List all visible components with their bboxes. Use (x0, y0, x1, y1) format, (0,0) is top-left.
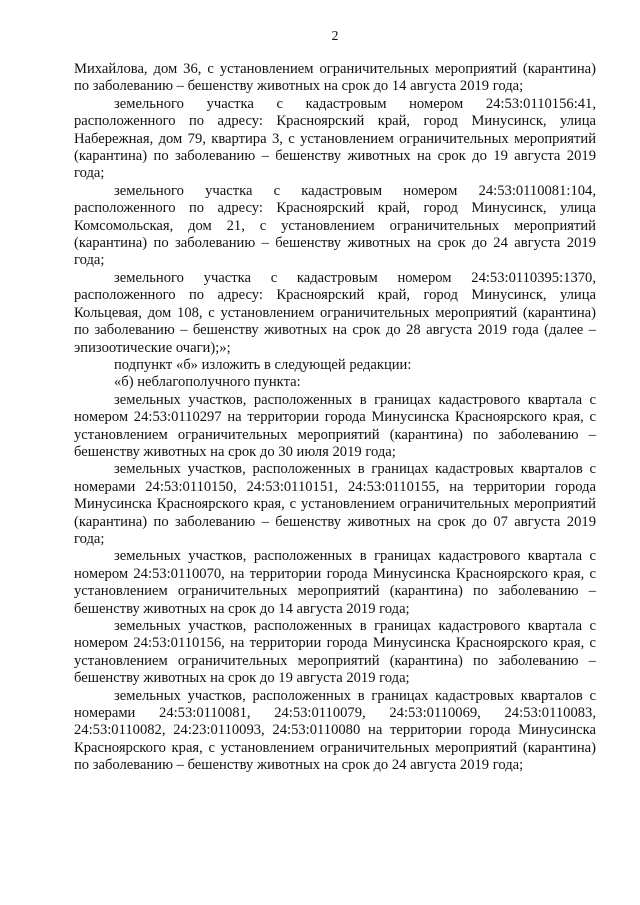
paragraph-quarters-0110081: земельных участков, расположенных в границах кадастровых кварталов с номерами 24:53:0110081, 24:53:0110079, 24:53:0110069, 24:53:0110083, 24:53:0110082, 24:23:0110093, 24:53:0110080 на территории города Минусинска Красноярского края, с установлением ограничительных мероприятий (карантина) по заболеванию – бешенству животных на срок до 24 августа 2019 года; (74, 687, 596, 774)
document-body (74, 61, 596, 775)
paragraph-land-plot-1370: земельного участка с кадастровым номером 24:53:0110395:1370, расположенного по адресу: Красноярский край, город Минусинск, улица Кольцевая, дом 108, с установлением ограничительных мероприятий (карантина) по заболеванию – бешенству животных на срок до 28 августа 2019 года (далее – эпизоотические очаги);»; (74, 269, 596, 356)
paragraph-subclause-b-title: «б) неблагополучного пункта: (114, 374, 301, 391)
document-page (74, 28, 596, 888)
paragraph-quarters-0110150: земельных участков, расположенных в границах кадастровых кварталов с номерами 24:53:0110150, 24:53:0110151, 24:53:0110155, на территории города Минусинска Красноярского края, с установлением ограничительных мероприятий (карантина) по заболеванию – бешенству животных на срок до 07 августа 2019 года; (74, 461, 596, 547)
page-number: 2 (331, 29, 339, 44)
paragraph-subclause-b-intro: подпункт «б» изложить в следующей редакции: (114, 356, 412, 373)
paragraph-quarter-0110156: земельных участков, расположенных в границах кадастрового квартала с номером 24:53:0110156, на территории города Минусинска Красноярского края, с установлением ограничительных мероприятий (карантина) по заболеванию – бешенству животных на срок до 19 августа 2019 года; (74, 618, 596, 687)
paragraph-quarter-0110297: земельных участков, расположенных в границах кадастрового квартала с номером 24:53:0110297 на территории города Минусинска Красноярского края, с установлением ограничительных мероприятий (карантина) по заболеванию – бешенству животных на срок до 30 июля 2019 года; (74, 391, 596, 460)
paragraph-land-plot-104: земельного участка с кадастровым номером 24:53:0110081:104, расположенного по адресу: Красноярский край, город Минусинск, улица Комсомольская, дом 21, с установлением ограничительных мероприятий (карантина) по заболеванию – бешенству животных на срок до 24 августа 2019 года; (74, 182, 596, 269)
paragraph-land-plot-41: земельного участка с кадастровым номером 24:53:0110156:41, расположенного по адресу: Красноярский край, город Минусинск, улица Набережная, дом 79, квартира 3, с установлением ограничительных мероприятий (карантина) по заболеванию – бешенству животных на срок до 19 августа 2019 года; (74, 95, 596, 182)
paragraph-quarter-0110070: земельных участков, расположенных в границах кадастрового квартала с номером 24:53:0110070, на территории города Минусинска Красноярского края, с установлением ограничительных мероприятий (карантина) по заболеванию – бешенству животных на срок до 14 августа 2019 года; (74, 548, 596, 617)
paragraph-continuation: Михайлова, дом 36, с установлением ограничительных мероприятий (карантина) по заболеванию – бешенству животных на срок до 14 августа 2019 года; (74, 61, 596, 95)
